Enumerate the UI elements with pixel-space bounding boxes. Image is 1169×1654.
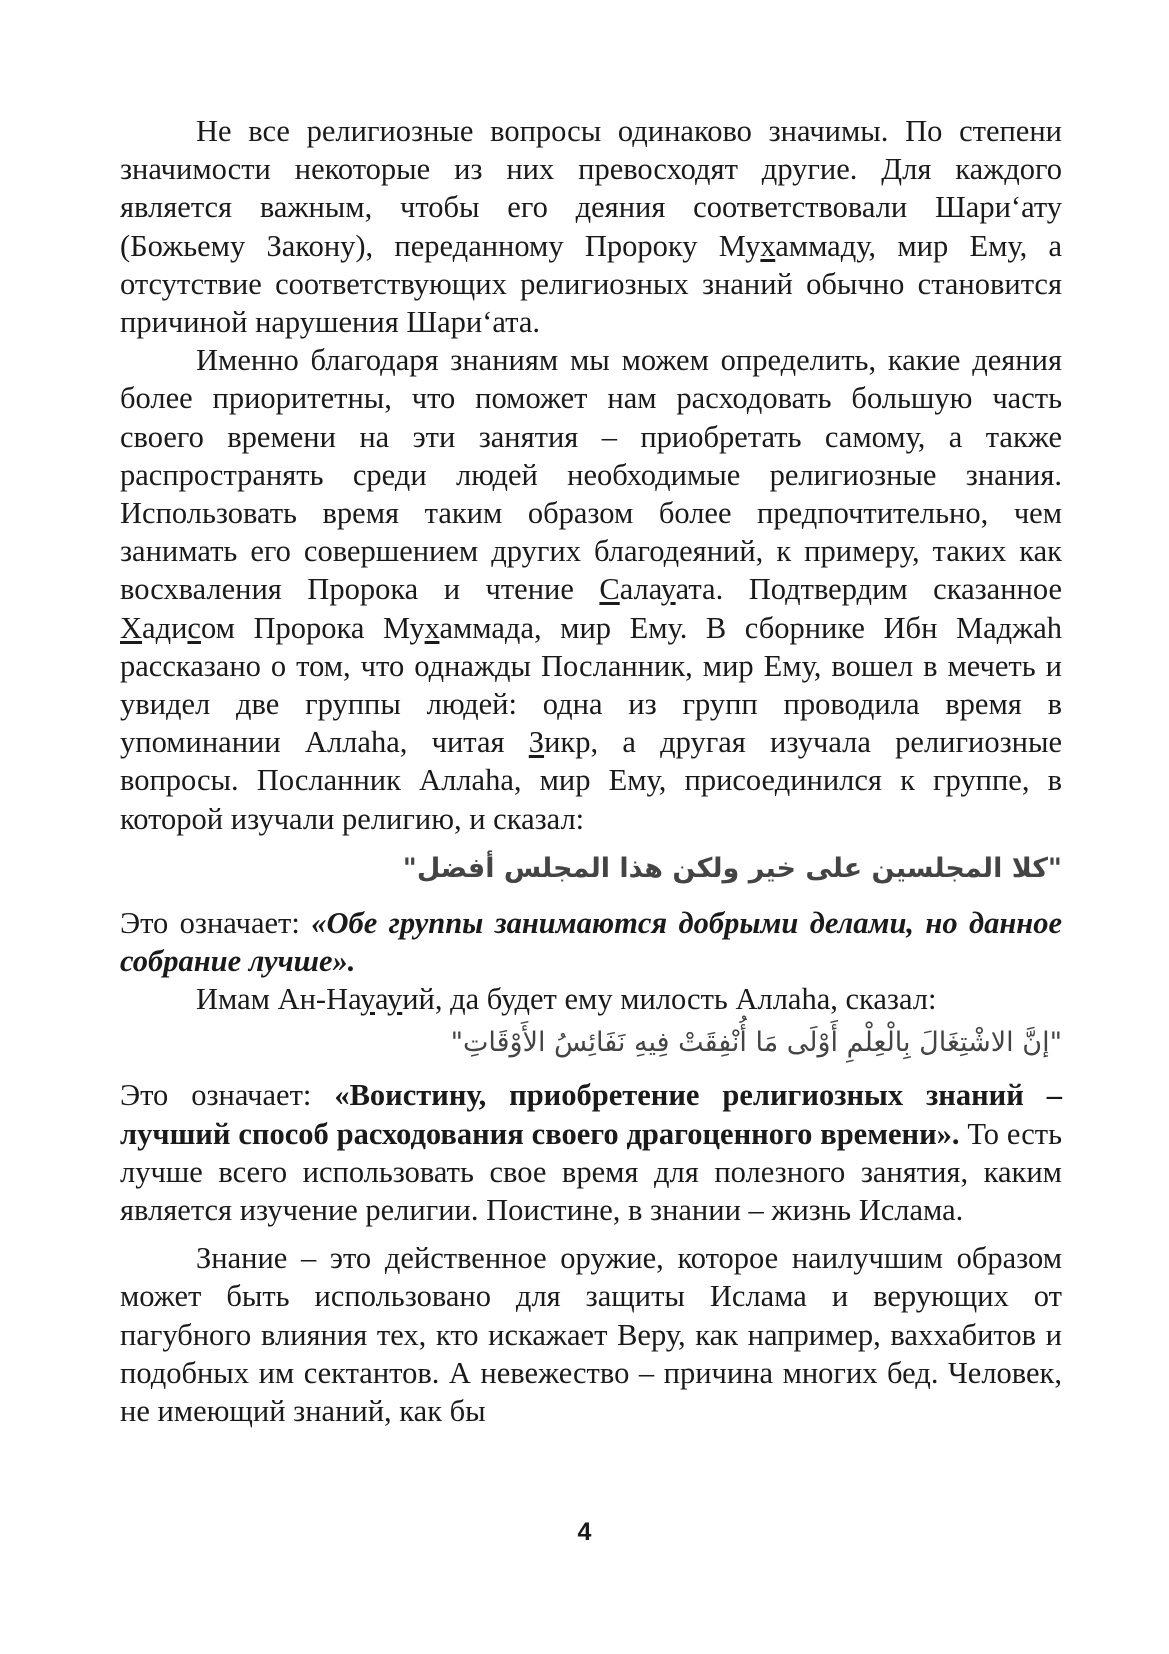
underlined-letter: З xyxy=(528,725,545,760)
paragraph-translation-1 xyxy=(120,904,1062,980)
text-run: То есть лучше всего использовать свое время для полезного занятия, каким является изучение религии. Поистине, в знании – жизнь Ислама. xyxy=(120,1116,1062,1228)
bold-quote: «Воистину, приобретение религиозных знаний – лучший способ расходования своего драгоценного времени». xyxy=(120,1078,1062,1151)
text-run: Это означает: xyxy=(120,905,312,940)
underlined-letter: х xyxy=(760,228,776,263)
underlined-letter: С xyxy=(599,572,620,607)
bold-italic-quote: «Обе группы занимаются добрыми делами, но данное собрание лучше». xyxy=(120,905,1062,979)
text-run: ата. Подтвердим сказанное xyxy=(675,572,1062,607)
text-run: Именно благодаря знаниям мы можем определить, какие деяния более приоритетны, что поможет нам расходовать большую часть своего времени на эти занятия – приобретать самому, а также распространять среди людей необходимые религиозные знания. Использовать время таким образом более предпочтительно, чем занимать его совершением других благодеяний, к примеру, таких как восхваления Пророка и чтение xyxy=(120,343,1062,607)
paragraph-6 xyxy=(120,1239,1062,1430)
underlined-letter: х xyxy=(424,610,440,645)
text-run: Знание – это действенное оружие, которое наилучшим образом может быть использовано для защиты Ислама и верующих от пагубного влияния тех, кто искажает Веру, как например, ваххабитов и подобных им сектантов. А невежество – причина многих бед. Человек, не имеющий знаний, как бы xyxy=(120,1241,1062,1429)
text-run: Это означает: xyxy=(120,1078,335,1113)
text-run: ала xyxy=(619,572,661,607)
underlined-letter: у xyxy=(360,982,375,1017)
text-run: ади xyxy=(142,610,188,645)
paragraph-imam xyxy=(120,980,1062,1018)
underlined-letter: Х xyxy=(120,610,143,645)
text-run: аммада, мир Ему. В сборнике Ибн Маджаh рассказано о том, что однажды Посланник, мир Ему, вошел в мечеть и увидел две группы людей: одна из групп проводила время в упоминании Аллаhа, читая xyxy=(120,610,1062,760)
arabic-quote-imam: "إنَّ الاشْتِغَالَ بِالْعِلْمِ أَوْلَى مَا أُنْفِقَتْ فِيهِ نَفَائِسُ الأَوْقَاتِ" xyxy=(450,1027,1062,1059)
paragraph-2 xyxy=(120,341,1062,838)
text-run: Не все религиозные вопросы одинаково значимы. По степени значимости некоторые из них превосходят другие. Для каждого является важным, чтобы его деяния соответствовали Шари‘ату (Божьему Закону), переданному Пророку Му xyxy=(120,114,1062,263)
document-page xyxy=(120,112,1062,1430)
underlined-letter: у xyxy=(660,572,676,607)
text-run: ом Пророка Му xyxy=(200,610,425,645)
text-run: аммаду, мир Ему, а отсутствие соответствующих религиозных знаний обычно становится причиной нарушения Шари‘ата. xyxy=(120,228,1062,340)
page-number: 4 xyxy=(577,1518,592,1546)
paragraph-translation-2 xyxy=(120,1076,1062,1229)
text-run: Имам Ан-На xyxy=(196,982,361,1017)
paragraph-1 xyxy=(120,112,1062,341)
text-run: ий, да будет ему милость Аллаhа, сказал: xyxy=(402,982,937,1017)
text-run: икр, а другая изучала религиозные вопросы. Посланник Аллаhа, мир Ему, присоединился к группе, в которой изучали религию, и сказал: xyxy=(120,725,1062,836)
underlined-letter: у xyxy=(386,982,403,1017)
underlined-letter: с xyxy=(187,610,201,645)
text-run: а xyxy=(374,982,387,1017)
arabic-quote-hadith: "كلا المجلسين على خير ولكن هذا المجلس أفضل" xyxy=(402,852,1062,884)
